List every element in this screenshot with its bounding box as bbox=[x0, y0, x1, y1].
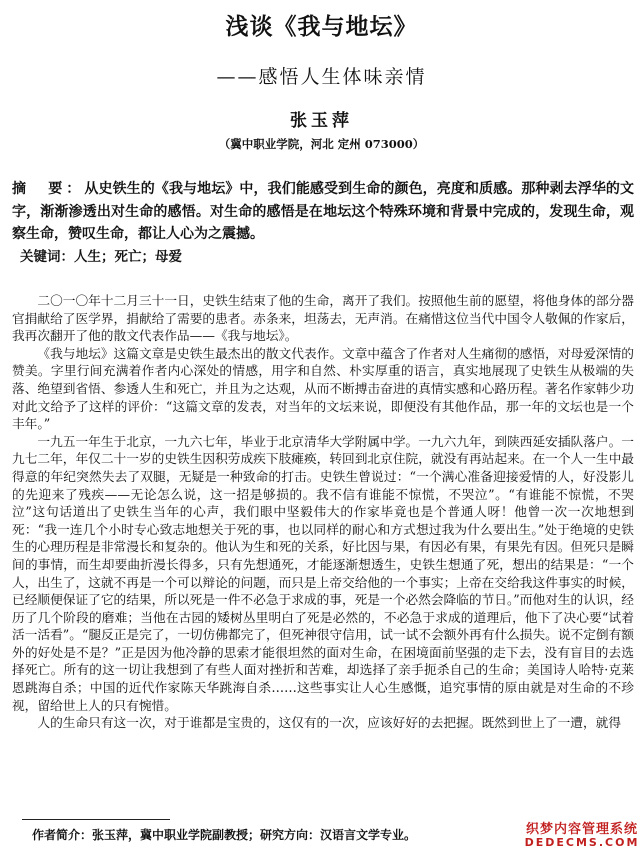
abstract bbox=[12, 178, 634, 246]
author-name: 张玉萍 bbox=[290, 111, 353, 131]
body-paragraph: 人的生命只有这一次，对于谁都是宝贵的，这仅有的一次，应该好好的去把握。既然到世上了一遭，就得 bbox=[37, 715, 622, 731]
keywords-label: 关键词： bbox=[20, 249, 74, 265]
author-affiliation: （冀中职业学院，河北 定州 073000） bbox=[218, 137, 425, 151]
body-text bbox=[12, 292, 634, 732]
keywords-text: 人生；死亡；母爱 bbox=[74, 249, 182, 265]
keywords bbox=[20, 245, 620, 265]
article-subtitle: ——感悟人生体味亲情 bbox=[216, 66, 427, 88]
abstract-text: 从史铁生的《我与地坛》中，我们能感受到生命的颜色，亮度和质感。那种剥去浮华的文字，渐渐渗透出对生命的感悟。对生命的感悟是在地坛这个特殊环境和背景中完成的，发现生命，观察生命，赞叹生命，都让人心为之震撼。 bbox=[12, 181, 635, 242]
body-paragraph: 《我与地坛》这篇文章是史铁生最杰出的散文代表作。文章中蕴含了作者对人生痛彻的感悟，对母爱深情的赞美。字里行间充满着作者内心深处的情感，用字和自然、朴实厚重的语言，真实地展现了史铁生从极端的失落、绝望到省悟、参透人生和死亡，并且为之达观，从而不断搏击奋进的真情实感和心路历程。著名作家韩少功对此文给予了这样的评价：“这篇文章的发表，对当年的文坛来说，即便没有其他作品，那一年的文坛也是一个丰年。” bbox=[12, 345, 634, 432]
watermark-line-2: DEDECMS.COM bbox=[524, 836, 640, 849]
author-footnote: 作者简介：张玉萍，冀中职业学院副教授；研究方向：汉语言文学专业。 bbox=[32, 828, 417, 842]
site-watermark bbox=[523, 823, 641, 849]
body-paragraph: 一九五一年生于北京，一九六七年，毕业于北京清华大学附属中学。一九六九年，到陕西延安插队落户。一九七二年，年仅二十一岁的史铁生因积劳成疾下肢瘫痪，转回到北京住院，就没有再站起来。在一个人一生中最得意的年纪突然失去了双腿，无疑是一种致命的打击。史铁生曾说过：“一个满心准备迎接爱情的人，好没影儿的先迎来了残疾——无论怎么说，这一招是够损的。我不信有谁能不惊慌，不哭泣”。“有谁能不惊慌，不哭泣”这句话道出了史铁生当年的心声，我们眼中坚毅伟大的作家毕竟也是个普通人呀！他曾一次一次地想到死：“我一连几个小时专心致志地想关于死的事，也以同样的耐心和方式想过我为什么要出生。”处于绝境的史铁生的心理历程是非常漫长和复杂的。他认为生和死的关系，好比因与果，有因必有果，有果先有因。但死只是瞬间的事情，而生却要曲折漫长得多，只有先想通死，才能逐渐想透生，史铁生想通了死，想出的结果是：“一个人，出生了，这就不再是一个可以辩论的问题，而只是上帝交给他的一个事实；上帝在交给我这件事实的时候，已经顺便保证了它的结果，所以死是一件不必急于求成的事，死是一个必然会降临的节日。”而他对生的认识，经历了几个阶段的磨难；当他在古园的矮树丛里明白了死是必然的，不必急于求成的道理后，他下了决心要“试着活一活看”。“腿反正是完了，一切仿佛都完了，但死神很守信用，试一试不会额外再有什么损失。说不定倒有额外的好处是不是？”正是因为他冷静的思索才能很坦然的面对生命，在困境面前坚强的走下去，没有盲目的去选择死亡。所有的这一切让我想到了有些人面对挫折和苦难，却选择了亲手扼杀自己的生命；美国诗人哈特·克莱恩跳海自杀；中国的近代作家陈天华跳海自杀……这些事实让人心生感慨，追究事情的原由就是对生命的不珍视，留给世上人的只有惋惜。 bbox=[12, 433, 634, 713]
article-title: 浅谈《我与地坛》 bbox=[225, 14, 418, 40]
watermark-line-1: 织梦内容管理系统 bbox=[525, 822, 638, 837]
abstract-label: 摘 要： bbox=[12, 181, 85, 197]
footnote-divider bbox=[22, 819, 170, 820]
body-paragraph: 二〇一〇年十二月三十一日，史铁生结束了他的生命，离开了我们。按照他生前的愿望，将他身体的部分器官捐献给了医学界，捐献给了需要的患者。赤条来，坦荡去，无声消。在痛惜这位当代中国令人敬佩的作家后，我再次翻开了他的散文代表作品——《我与地坛》。 bbox=[12, 293, 634, 344]
